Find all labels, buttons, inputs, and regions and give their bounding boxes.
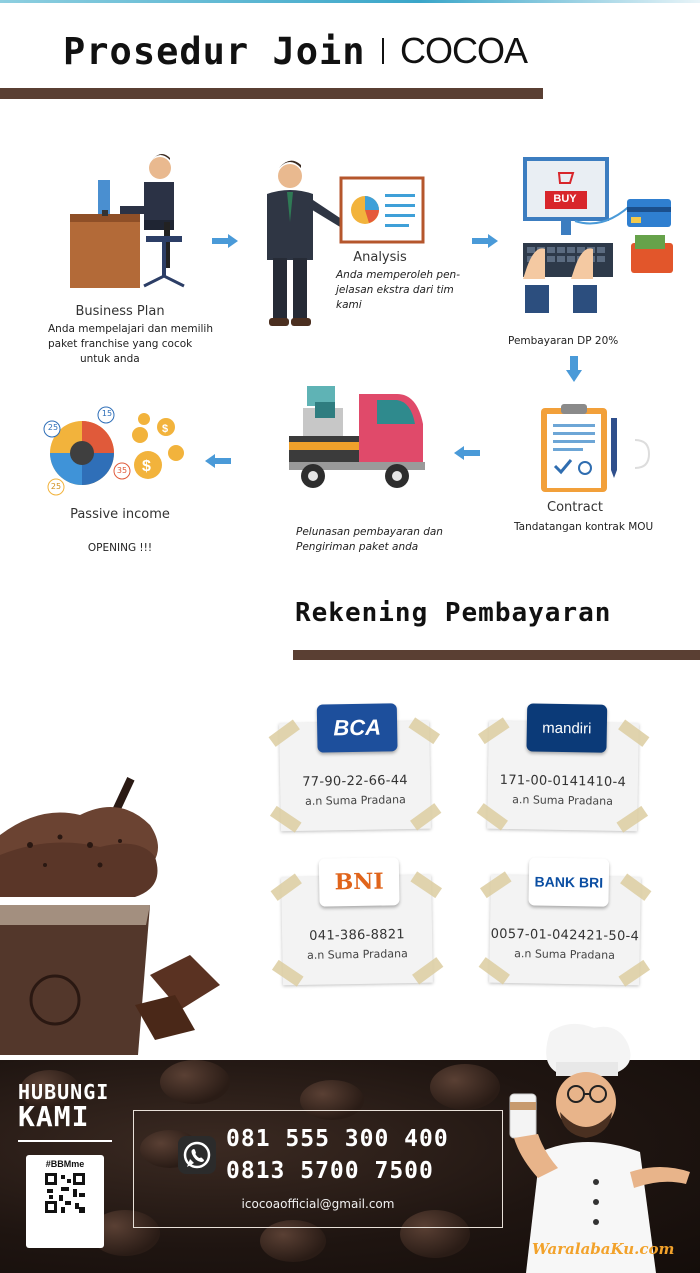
bank-account-number: 0057-01-042421-50-4: [490, 926, 640, 945]
payment-section-title: Rekening Pembayaran: [295, 598, 612, 628]
bank-account-owner: a.n Suma Pradana: [514, 947, 616, 962]
bank-card-mandiri: [487, 721, 639, 832]
step-business-plan-desc: Anda mempelajari dan memilih paket franchise yang cocok untuk anda: [48, 323, 214, 365]
watermark-logo: WaralabaKu.com: [532, 1240, 675, 1258]
title-separator: [382, 38, 384, 64]
chart-label: 25: [50, 482, 62, 491]
bca-logo: BCA: [317, 703, 398, 752]
brand-name: COCOA: [400, 30, 528, 71]
bri-logo: BANK BRI: [528, 857, 609, 906]
arrow-left-icon: [454, 446, 480, 460]
title-underline-bar: [0, 88, 543, 99]
step-contract-desc: Tandatangan kontrak MOU: [514, 521, 654, 533]
chocolate-drink-illustration: [0, 775, 230, 1060]
mandiri-logo: mandiri: [526, 703, 607, 752]
online-shopping-illustration: [515, 155, 680, 330]
chef-illustration: [500, 1022, 700, 1273]
svg-text:$: $: [162, 423, 169, 435]
step-analysis-title: Analysis: [353, 250, 407, 265]
contract-illustration: [535, 400, 665, 495]
bank-card-bri: [489, 875, 641, 986]
tape: [272, 960, 304, 987]
bank-account-number: 171-00-0141410-4: [499, 772, 627, 791]
top-accent-line: [0, 0, 700, 3]
arrow-down-icon: [566, 356, 582, 382]
bank-account-owner: a.n Suma Pradana: [512, 793, 614, 808]
bank-card-bca: [279, 714, 431, 832]
chart-label: 15: [101, 409, 113, 418]
contact-title-underline: [18, 1140, 112, 1142]
tape: [478, 717, 510, 744]
whatsapp-icon: [178, 1136, 216, 1174]
bni-logo: BNI: [319, 857, 400, 906]
step-dp-desc: Pembayaran DP 20%: [508, 335, 619, 347]
tape: [618, 960, 650, 987]
step-passive-income-title: Passive income: [70, 507, 170, 522]
page-title: Prosedur Join: [63, 30, 366, 73]
bbm-qr-card: [26, 1155, 104, 1248]
arrow-left-icon: [205, 454, 231, 468]
bank-account-number: 041-386-8821: [309, 927, 406, 944]
bank-account-number: 77-90-22-66-44: [302, 773, 409, 790]
phone-number-2[interactable]: 0813 5700 7500: [226, 1158, 434, 1184]
tape: [270, 806, 302, 833]
tape: [412, 957, 443, 984]
contact-email[interactable]: icocoaofficial@gmail.com: [241, 1197, 395, 1211]
contact-title: HUBUNGI KAMI: [18, 1080, 110, 1133]
phone-number-1[interactable]: 081 555 300 400: [226, 1126, 449, 1152]
tape: [271, 874, 302, 901]
arrow-right-icon: [212, 234, 238, 248]
tape: [618, 720, 649, 747]
step-opening-desc: OPENING !!!: [87, 542, 153, 554]
businessman-desk-illustration: [60, 150, 195, 300]
step-analysis-desc: Anda memperoleh pen- jelasan ekstra dari tim kami: [336, 269, 460, 311]
step-delivery-desc: Pelunasan pembayaran dan Pengiriman paket anda: [296, 526, 443, 553]
chart-label: 35: [116, 466, 128, 475]
income-chart-illustration: [40, 405, 195, 500]
qr-code-icon: [45, 1173, 85, 1213]
bank-card-bni: [281, 868, 433, 986]
tape: [408, 717, 440, 744]
tape: [269, 720, 300, 747]
tape: [410, 871, 442, 898]
tape: [616, 806, 648, 833]
bbm-label: #BBMme: [45, 1159, 85, 1169]
tape: [620, 874, 651, 901]
delivery-truck-illustration: [285, 380, 430, 495]
tape: [477, 803, 508, 830]
step-contract-title: Contract: [547, 500, 603, 515]
chart-label: 25: [47, 423, 59, 432]
bank-account-owner: a.n Suma Pradana: [306, 947, 408, 962]
arrow-right-icon: [472, 234, 498, 248]
bank-account-owner: a.n Suma Pradana: [304, 793, 406, 808]
tape: [479, 957, 510, 984]
buy-button: BUY: [553, 193, 577, 205]
tape: [480, 871, 512, 898]
step-business-plan-title: Business Plan: [75, 304, 165, 319]
svg-text:$: $: [142, 458, 151, 475]
payment-title-underline-bar: [293, 650, 700, 660]
tape: [410, 803, 441, 830]
